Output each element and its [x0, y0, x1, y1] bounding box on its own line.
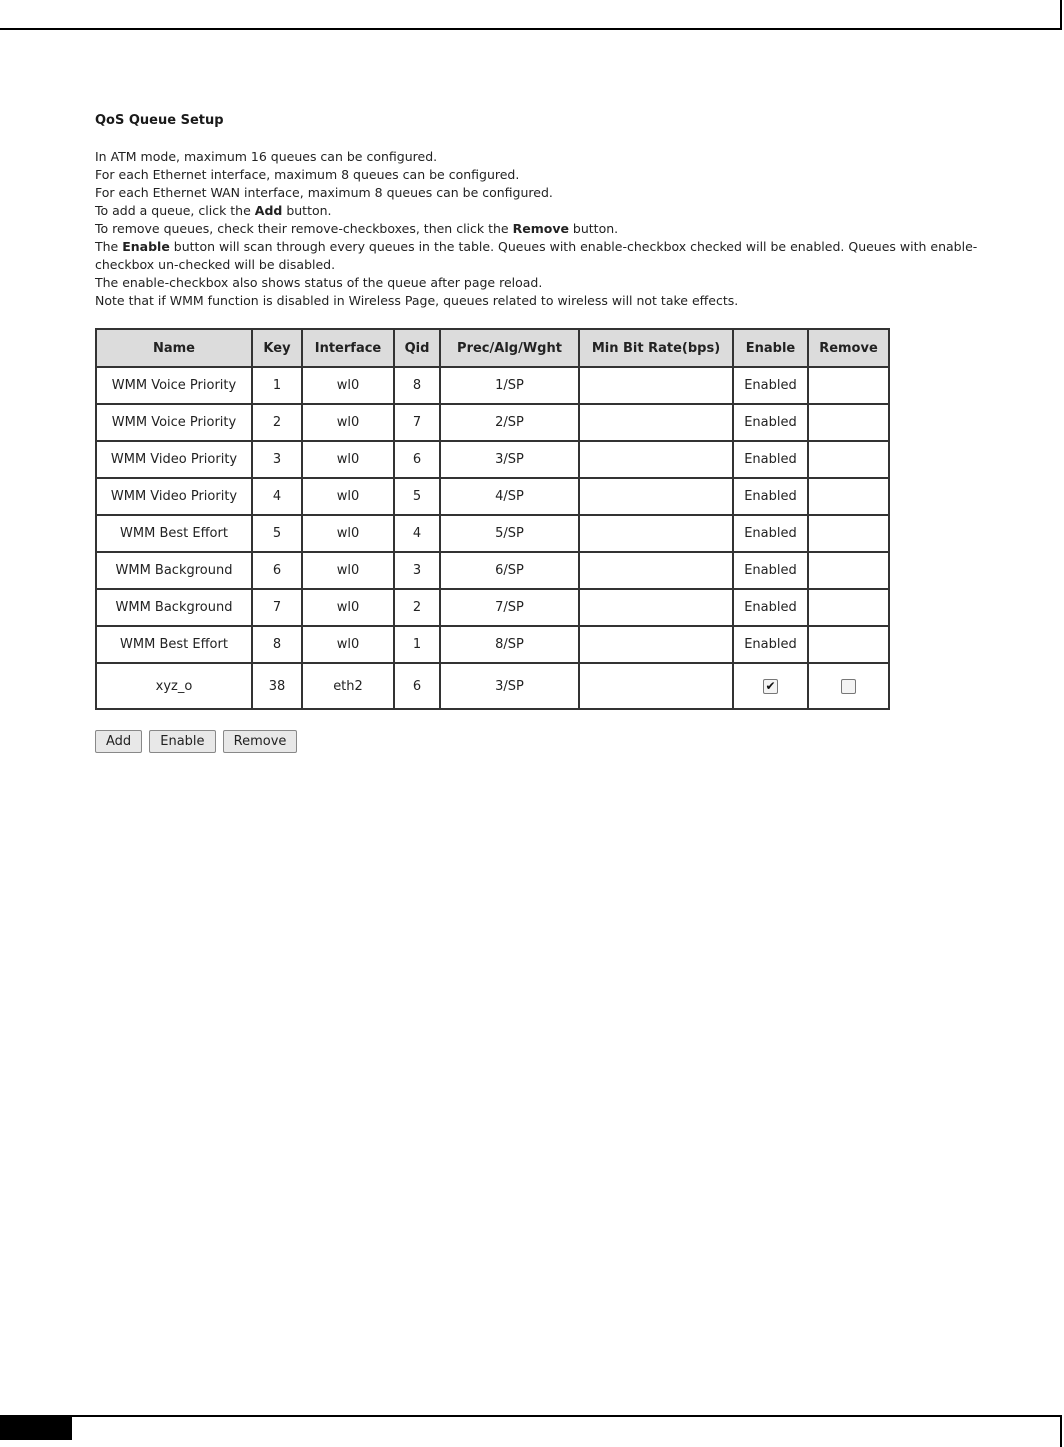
cell-interface: wl0: [302, 626, 394, 663]
cell-remove: [808, 663, 889, 709]
cell-min-rate: [579, 663, 733, 709]
qos-queue-setup-panel: [95, 110, 995, 753]
add-button[interactable]: Add: [95, 730, 142, 753]
cell-key: 8: [252, 626, 302, 663]
cell-name: WMM Voice Priority: [96, 404, 252, 441]
cell-enable: Enabled: [733, 478, 808, 515]
col-header-name: Name: [96, 329, 252, 367]
col-header-enable: Enable: [733, 329, 808, 367]
desc-line: For each Ethernet interface, maximum 8 queues can be configured.: [95, 167, 520, 182]
table-row: [96, 515, 889, 552]
table-row: [96, 441, 889, 478]
desc-line: To add a queue, click the Add button.: [95, 203, 332, 218]
cell-qid: 5: [394, 478, 440, 515]
cell-interface: wl0: [302, 478, 394, 515]
desc-line: The Enable button will scan through every queues in the table. Queues with enable-checkbox checked will be enabled. Queues with enable-checkbox un-checked will be disabled.: [95, 239, 978, 272]
cell-enable: Enabled: [733, 589, 808, 626]
cell-qid: 6: [394, 663, 440, 709]
cell-key: 5: [252, 515, 302, 552]
cell-min-rate: [579, 589, 733, 626]
cell-prec: 5/SP: [440, 515, 579, 552]
top-frame: [0, 0, 1062, 30]
table-row: [96, 478, 889, 515]
cell-name: WMM Voice Priority: [96, 367, 252, 404]
cell-enable: Enabled: [733, 404, 808, 441]
cell-name: WMM Background: [96, 589, 252, 626]
cell-prec: 6/SP: [440, 552, 579, 589]
cell-name: WMM Video Priority: [96, 441, 252, 478]
cell-key: 3: [252, 441, 302, 478]
cell-key: 4: [252, 478, 302, 515]
cell-remove: [808, 478, 889, 515]
desc-line: Note that if WMM function is disabled in Wireless Page, queues related to wireless will not take effects.: [95, 293, 739, 308]
button-bar: [95, 730, 995, 753]
cell-remove: [808, 441, 889, 478]
cell-prec: 2/SP: [440, 404, 579, 441]
page-tab: [0, 1417, 72, 1440]
desc-line: To remove queues, check their remove-checkboxes, then click the Remove button.: [95, 221, 619, 236]
cell-enable: [733, 663, 808, 709]
table-row: [96, 552, 889, 589]
cell-min-rate: [579, 552, 733, 589]
cell-qid: 6: [394, 441, 440, 478]
cell-prec: 4/SP: [440, 478, 579, 515]
queue-table: [95, 328, 890, 710]
cell-remove: [808, 626, 889, 663]
desc-line: The enable-checkbox also shows status of the queue after page reload.: [95, 275, 543, 290]
bottom-frame: [0, 1415, 1062, 1447]
cell-name: WMM Best Effort: [96, 626, 252, 663]
cell-key: 6: [252, 552, 302, 589]
table-row-custom: [96, 663, 889, 709]
cell-min-rate: [579, 478, 733, 515]
cell-min-rate: [579, 404, 733, 441]
cell-enable: Enabled: [733, 441, 808, 478]
cell-key: 2: [252, 404, 302, 441]
enable-button[interactable]: Enable: [149, 730, 215, 753]
col-header-qid: Qid: [394, 329, 440, 367]
cell-prec: 8/SP: [440, 626, 579, 663]
cell-enable: Enabled: [733, 515, 808, 552]
enable-checkbox[interactable]: ✔: [763, 679, 778, 694]
cell-prec: 1/SP: [440, 367, 579, 404]
cell-prec: 3/SP: [440, 663, 579, 709]
cell-remove: [808, 404, 889, 441]
cell-interface: wl0: [302, 441, 394, 478]
cell-interface: wl0: [302, 404, 394, 441]
remove-checkbox[interactable]: [841, 679, 856, 694]
cell-remove: [808, 367, 889, 404]
cell-prec: 7/SP: [440, 589, 579, 626]
col-header-remove: Remove: [808, 329, 889, 367]
remove-button[interactable]: Remove: [223, 730, 298, 753]
description: [95, 148, 995, 310]
table-row: [96, 626, 889, 663]
cell-qid: 8: [394, 367, 440, 404]
cell-remove: [808, 552, 889, 589]
cell-qid: 3: [394, 552, 440, 589]
cell-interface: wl0: [302, 589, 394, 626]
col-header-interface: Interface: [302, 329, 394, 367]
cell-remove: [808, 515, 889, 552]
table-row: [96, 404, 889, 441]
cell-min-rate: [579, 367, 733, 404]
cell-name: WMM Video Priority: [96, 478, 252, 515]
cell-interface: wl0: [302, 367, 394, 404]
cell-min-rate: [579, 441, 733, 478]
cell-remove: [808, 589, 889, 626]
cell-enable: Enabled: [733, 552, 808, 589]
table-row: [96, 367, 889, 404]
table-header-row: [96, 329, 889, 367]
col-header-min-rate: Min Bit Rate(bps): [579, 329, 733, 367]
cell-qid: 7: [394, 404, 440, 441]
cell-interface: eth2: [302, 663, 394, 709]
cell-name: xyz_o: [96, 663, 252, 709]
col-header-key: Key: [252, 329, 302, 367]
cell-interface: wl0: [302, 515, 394, 552]
col-header-prec: Prec/Alg/Wght: [440, 329, 579, 367]
cell-qid: 4: [394, 515, 440, 552]
cell-qid: 1: [394, 626, 440, 663]
cell-min-rate: [579, 626, 733, 663]
desc-line: In ATM mode, maximum 16 queues can be configured.: [95, 149, 438, 164]
cell-name: WMM Background: [96, 552, 252, 589]
cell-enable: Enabled: [733, 367, 808, 404]
cell-prec: 3/SP: [440, 441, 579, 478]
cell-name: WMM Best Effort: [96, 515, 252, 552]
cell-enable: Enabled: [733, 626, 808, 663]
table-row: [96, 589, 889, 626]
desc-line: For each Ethernet WAN interface, maximum 8 queues can be configured.: [95, 185, 553, 200]
cell-key: 1: [252, 367, 302, 404]
cell-min-rate: [579, 515, 733, 552]
cell-interface: wl0: [302, 552, 394, 589]
page-title: QoS Queue Setup: [95, 113, 224, 128]
cell-qid: 2: [394, 589, 440, 626]
cell-key: 7: [252, 589, 302, 626]
cell-key: 38: [252, 663, 302, 709]
